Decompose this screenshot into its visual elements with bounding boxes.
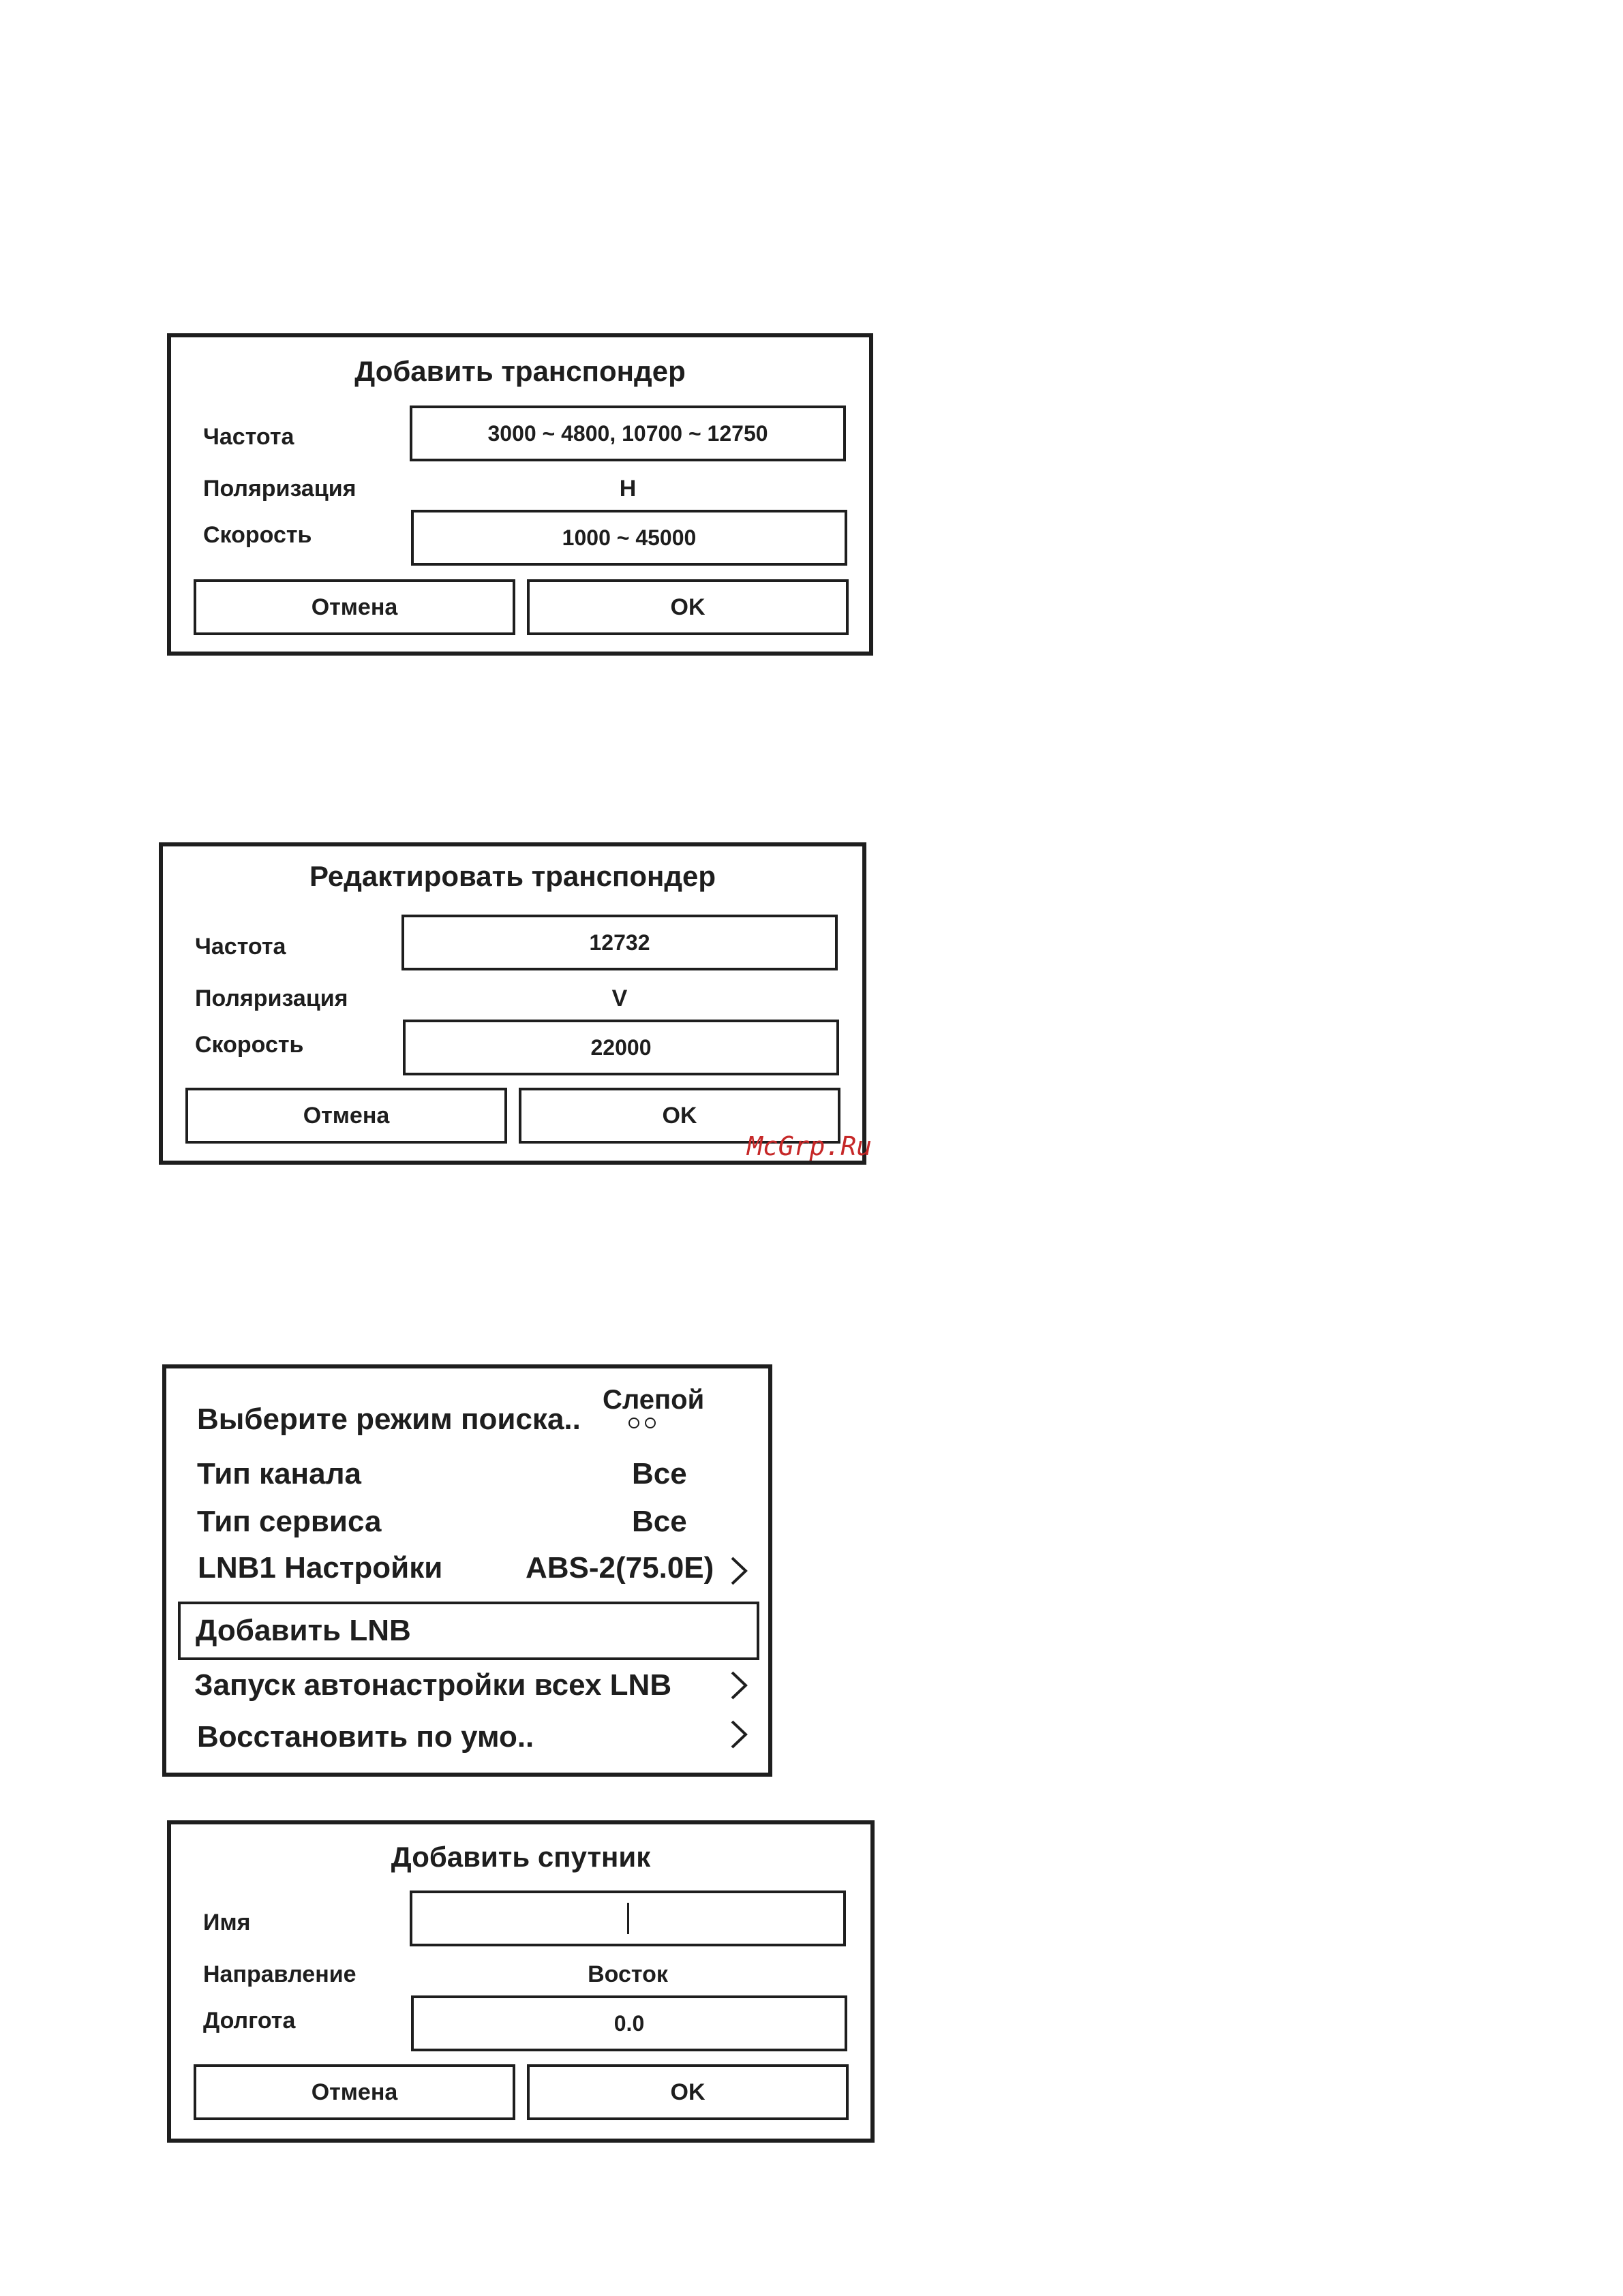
symbol-rate-label: Скорость: [195, 1032, 304, 1058]
longitude-label: Долгота: [203, 2008, 296, 2034]
frequency-label: Частота: [203, 424, 294, 450]
search-mode-indicator: [628, 1418, 656, 1428]
dialog-title: Редактировать транспондер: [309, 860, 716, 892]
polarization-label: Поляризация: [195, 985, 348, 1011]
ok-button[interactable]: OK: [527, 2064, 849, 2120]
autoscan-all-lnb-row[interactable]: [166, 1668, 768, 1709]
name-input[interactable]: [410, 1891, 846, 1946]
radio-dot-icon: [628, 1418, 639, 1428]
direction-label: Направление: [203, 1961, 357, 1987]
cancel-button[interactable]: Отмена: [194, 2064, 515, 2120]
lnb1-settings-row[interactable]: [166, 1551, 768, 1592]
lnb1-settings-value: ABS-2(75.0E): [526, 1551, 714, 1585]
service-type-value: Все: [632, 1505, 687, 1538]
radio-dot-icon: [645, 1418, 656, 1428]
symbol-rate-field[interactable]: 22000: [403, 1020, 839, 1075]
chevron-right-icon: [725, 1554, 753, 1588]
symbol-rate-field[interactable]: 1000 ~ 45000: [411, 510, 847, 566]
frequency-label: Частота: [195, 934, 286, 960]
cancel-button[interactable]: Отмена: [194, 579, 515, 635]
symbol-rate-label: Скорость: [203, 522, 312, 548]
chevron-right-icon: [725, 1668, 753, 1702]
service-type-label: Тип сервиса: [197, 1505, 382, 1538]
add-lnb-label: Добавить LNB: [196, 1614, 411, 1647]
channel-type-label: Тип канала: [197, 1457, 362, 1490]
watermark: McGrp.Ru: [747, 1131, 873, 1161]
edit-transponder-dialog: [159, 842, 866, 1165]
text-cursor: [627, 1903, 629, 1934]
restore-defaults-row[interactable]: [166, 1720, 768, 1761]
frequency-field[interactable]: 12732: [401, 915, 838, 970]
search-settings-menu: [162, 1364, 772, 1777]
restore-defaults-label: Восстановить по умо..: [197, 1720, 534, 1754]
name-label: Имя: [203, 1910, 251, 1935]
lnb1-settings-label: LNB1 Настройки: [198, 1551, 443, 1585]
channel-type-row[interactable]: [166, 1457, 768, 1498]
polarization-value[interactable]: H: [619, 476, 637, 502]
search-mode-row[interactable]: [166, 1368, 768, 1437]
longitude-field[interactable]: 0.0: [411, 1995, 847, 2051]
autoscan-all-lnb-label: Запуск автонастройки всех LNB: [194, 1668, 672, 1702]
frequency-field[interactable]: 3000 ~ 4800, 10700 ~ 12750: [410, 405, 846, 461]
dialog-title: Добавить транспондер: [354, 355, 686, 387]
dialog-title: Добавить спутник: [391, 1841, 651, 1873]
direction-value[interactable]: Восток: [588, 1961, 668, 1987]
polarization-label: Поляризация: [203, 476, 357, 502]
chevron-right-icon: [725, 1717, 753, 1751]
add-satellite-dialog: [167, 1820, 875, 2143]
ok-button[interactable]: OK: [519, 1088, 840, 1144]
search-mode-label: Выберите режим поиска..: [197, 1403, 581, 1436]
service-type-row[interactable]: [166, 1505, 768, 1546]
ok-button[interactable]: OK: [527, 579, 849, 635]
cancel-button[interactable]: Отмена: [185, 1088, 507, 1144]
add-transponder-dialog: [167, 333, 873, 656]
search-mode-value: Слепой: [603, 1385, 705, 1415]
polarization-value[interactable]: V: [611, 985, 628, 1011]
add-lnb-row[interactable]: [178, 1602, 759, 1660]
channel-type-value: Все: [632, 1457, 687, 1490]
